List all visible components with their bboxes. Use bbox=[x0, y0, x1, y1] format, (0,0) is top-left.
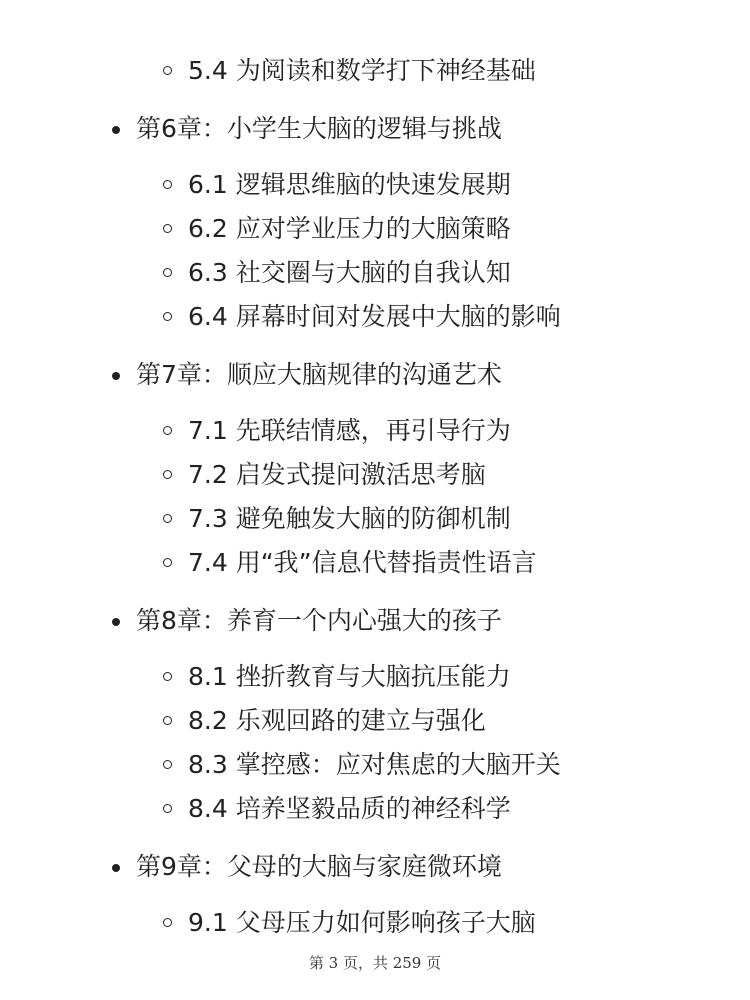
toc-section-label: 8.4 培养坚毅品质的神经科学 bbox=[188, 794, 511, 823]
toc-section-label: 6.2 应对学业压力的大脑策略 bbox=[188, 214, 511, 243]
hollow-bullet-icon bbox=[163, 180, 172, 189]
toc-section-label: 8.3 掌控感：应对焦虑的大脑开关 bbox=[188, 750, 561, 779]
toc-section-label: 6.4 屏幕时间对发展中大脑的影响 bbox=[188, 302, 561, 331]
hollow-bullet-icon bbox=[163, 224, 172, 233]
filled-bullet-icon bbox=[112, 126, 120, 134]
filled-bullet-icon bbox=[112, 864, 120, 872]
toc-chapter-label: 第7章：顺应大脑规律的沟通艺术 bbox=[136, 360, 502, 389]
toc-section-label: 6.1 逻辑思维脑的快速发展期 bbox=[188, 170, 511, 199]
toc-section-label: 7.2 启发式提问激活思考脑 bbox=[188, 460, 486, 489]
toc-section-label: 7.3 避免触发大脑的防御机制 bbox=[188, 504, 511, 533]
toc-section-label: 9.1 父母压力如何影响孩子大脑 bbox=[188, 908, 536, 937]
hollow-bullet-icon bbox=[163, 918, 172, 927]
toc-section-label: 7.1 先联结情感，再引导行为 bbox=[188, 416, 511, 445]
page-number-footer: 第 3 页，共 259 页 bbox=[308, 954, 442, 972]
filled-bullet-icon bbox=[112, 372, 120, 380]
toc-section-label: 5.4 为阅读和数学打下神经基础 bbox=[188, 56, 536, 85]
toc-chapter-label: 第9章：父母的大脑与家庭微环境 bbox=[136, 852, 502, 881]
hollow-bullet-icon bbox=[163, 514, 172, 523]
hollow-bullet-icon bbox=[163, 66, 172, 75]
toc-chapter-label: 第8章：养育一个内心强大的孩子 bbox=[136, 606, 502, 635]
toc-chapter-label: 第6章：小学生大脑的逻辑与挑战 bbox=[136, 114, 502, 143]
toc-section-label: 7.4 用“我”信息代替指责性语言 bbox=[188, 548, 537, 577]
hollow-bullet-icon bbox=[163, 470, 172, 479]
hollow-bullet-icon bbox=[163, 268, 172, 277]
filled-bullet-icon bbox=[112, 618, 120, 626]
toc-section-label: 8.1 挫折教育与大脑抗压能力 bbox=[188, 662, 511, 691]
hollow-bullet-icon bbox=[163, 672, 172, 681]
hollow-bullet-icon bbox=[163, 804, 172, 813]
toc-section-label: 6.3 社交圈与大脑的自我认知 bbox=[188, 258, 511, 287]
hollow-bullet-icon bbox=[163, 558, 172, 567]
toc-section-label: 8.2 乐观回路的建立与强化 bbox=[188, 706, 486, 735]
hollow-bullet-icon bbox=[163, 760, 172, 769]
hollow-bullet-icon bbox=[163, 426, 172, 435]
hollow-bullet-icon bbox=[163, 716, 172, 725]
hollow-bullet-icon bbox=[163, 312, 172, 321]
